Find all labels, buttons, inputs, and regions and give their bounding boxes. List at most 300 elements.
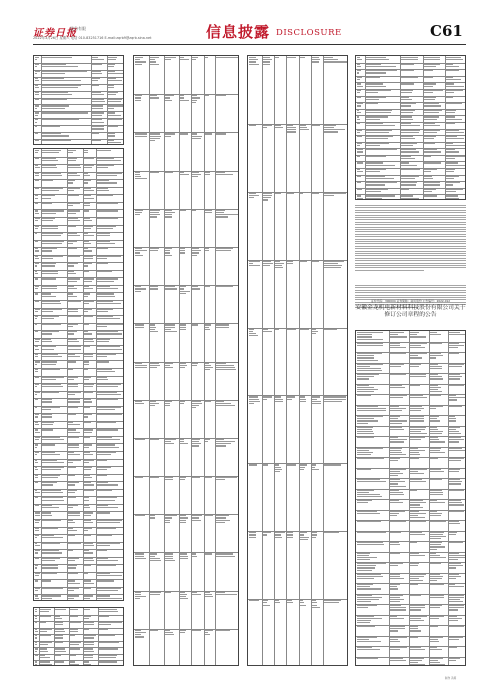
table-cell-text bbox=[424, 57, 440, 58]
table-cell-text bbox=[42, 220, 52, 221]
table-cell-text bbox=[366, 72, 386, 73]
table-cell-text bbox=[84, 573, 88, 574]
table-cell-text bbox=[42, 311, 53, 312]
table-cell-text bbox=[312, 125, 321, 126]
table-cell-text bbox=[216, 439, 225, 440]
table-cell-text bbox=[42, 57, 72, 58]
table-cell-text bbox=[263, 329, 268, 330]
table-cell-text bbox=[135, 250, 147, 251]
table-cell-text bbox=[35, 108, 37, 109]
table-cell-text bbox=[449, 521, 459, 522]
table-cell-text bbox=[446, 191, 456, 192]
table-cell-text bbox=[357, 574, 381, 575]
table-cell-text bbox=[263, 199, 268, 200]
table-cell-text bbox=[449, 601, 463, 602]
table-cell-text bbox=[35, 233, 37, 234]
table-cell-text bbox=[275, 57, 279, 58]
body-text-line bbox=[355, 246, 466, 247]
table-cell-text bbox=[410, 427, 426, 428]
table-cell-text bbox=[430, 536, 446, 537]
table-cell-text bbox=[249, 195, 259, 196]
table-cell-text bbox=[40, 657, 49, 658]
table-cell-text bbox=[165, 95, 175, 96]
body-text-line bbox=[355, 260, 466, 261]
table-cell-text bbox=[430, 662, 440, 663]
table-column-rule bbox=[149, 56, 150, 665]
table-cell-text bbox=[180, 632, 185, 633]
table-cell-text bbox=[35, 631, 38, 632]
table-cell-text bbox=[165, 520, 170, 521]
table-cell-text bbox=[68, 152, 74, 153]
table-cell-text bbox=[165, 255, 172, 256]
table-cell-text bbox=[35, 454, 37, 455]
table-cell-text bbox=[97, 286, 110, 287]
table-cell-text bbox=[35, 324, 37, 325]
table-cell-text bbox=[390, 387, 405, 388]
masthead bbox=[0, 0, 484, 44]
table-cell-text bbox=[216, 57, 238, 58]
table-cell-text bbox=[357, 557, 377, 558]
table-cell-text bbox=[35, 497, 38, 498]
table-cell-text bbox=[35, 552, 38, 553]
table-cell-text bbox=[42, 92, 68, 93]
table-cell-text bbox=[92, 92, 100, 93]
table-cell-text bbox=[401, 136, 412, 137]
table-cell-text bbox=[401, 83, 413, 84]
table-column-rule bbox=[286, 56, 287, 665]
table-cell-text bbox=[35, 213, 39, 214]
table-cell-text bbox=[300, 125, 306, 126]
table-cell-text bbox=[424, 105, 441, 106]
table-cell-text bbox=[150, 403, 159, 404]
table-cell-text bbox=[410, 616, 427, 617]
table-cell-text bbox=[424, 123, 436, 124]
table-cell-text bbox=[216, 174, 234, 175]
table-column-rule bbox=[215, 56, 216, 665]
table-cell-text bbox=[357, 136, 362, 137]
table-cell-text bbox=[97, 235, 110, 236]
table-cell-text bbox=[42, 422, 53, 423]
table-cell-text bbox=[410, 334, 416, 335]
table-cell-text bbox=[35, 490, 37, 491]
table-cell-text bbox=[84, 637, 93, 638]
table-cell-text bbox=[42, 119, 79, 120]
table-cell-text bbox=[42, 392, 59, 393]
table-cell-text bbox=[180, 100, 189, 101]
table-cell-text bbox=[401, 151, 418, 152]
table-column-rule bbox=[323, 56, 324, 665]
table-cell-text bbox=[135, 477, 143, 478]
table-cell-text bbox=[357, 544, 384, 545]
table-cell-text bbox=[165, 133, 176, 134]
table-cell-text bbox=[35, 558, 39, 559]
table-cell-text bbox=[357, 494, 380, 495]
table-cell-text bbox=[68, 588, 80, 589]
table-cell-text bbox=[42, 180, 53, 181]
table-cell-text bbox=[42, 558, 60, 559]
table-cell-text bbox=[390, 481, 405, 482]
table-cell-text bbox=[68, 447, 80, 448]
table-cell-text bbox=[108, 87, 114, 88]
table-cell-text bbox=[68, 220, 80, 221]
table-cell-text bbox=[446, 86, 464, 87]
table-cell-text bbox=[410, 607, 425, 608]
table-cell-text bbox=[410, 343, 427, 344]
table-cell-text bbox=[216, 250, 231, 251]
table-cell-text bbox=[430, 576, 443, 577]
table-cell-text bbox=[192, 174, 200, 175]
table-cell-text bbox=[68, 515, 80, 516]
table-cell-text bbox=[84, 651, 94, 652]
table-cell-text bbox=[216, 477, 237, 478]
table-cell-text bbox=[68, 422, 74, 423]
table-cell-text bbox=[430, 626, 437, 627]
table-cell-text bbox=[192, 407, 196, 408]
table-cell-text bbox=[42, 439, 63, 440]
table-cell-text bbox=[42, 250, 52, 251]
table-cell-text bbox=[366, 110, 392, 111]
table-cell-text bbox=[192, 97, 199, 98]
table-cell-text bbox=[390, 494, 403, 495]
table-cell-text bbox=[135, 95, 142, 96]
table-cell-text bbox=[366, 66, 396, 67]
table-cell-text bbox=[287, 532, 293, 533]
body-text-line bbox=[355, 239, 466, 240]
table-cell-text bbox=[446, 184, 454, 185]
table-cell-text bbox=[35, 273, 38, 274]
table-cell-text bbox=[410, 517, 425, 518]
table-cell-text bbox=[410, 574, 426, 575]
table-cell-text bbox=[35, 152, 38, 153]
table-cell-text bbox=[430, 368, 442, 369]
table-cell-text bbox=[390, 427, 401, 428]
table-cell-text bbox=[312, 261, 319, 262]
table-cell-text bbox=[449, 471, 459, 472]
table-cell-text bbox=[97, 218, 118, 219]
table-cell-text bbox=[84, 661, 89, 662]
table-cell-text bbox=[165, 592, 172, 593]
table-cell-text bbox=[68, 296, 77, 297]
table-cell-text bbox=[205, 632, 208, 633]
table-cell-text bbox=[84, 150, 88, 151]
table-cell-text bbox=[92, 64, 101, 65]
table-cell-text bbox=[135, 214, 140, 215]
table-cell-text bbox=[97, 160, 121, 161]
table-cell-text bbox=[357, 334, 372, 335]
table-cell-text bbox=[165, 331, 177, 332]
table-cell-text bbox=[55, 642, 63, 643]
table-column-rule bbox=[274, 56, 275, 665]
table-cell-text bbox=[390, 647, 407, 648]
table-cell-text bbox=[108, 92, 118, 93]
table-cell-text bbox=[35, 637, 37, 638]
table-cell-text bbox=[390, 637, 407, 638]
table-cell-text bbox=[84, 256, 93, 257]
table-cell-text bbox=[216, 286, 234, 287]
table-cell-text bbox=[42, 303, 61, 304]
table-cell-text bbox=[68, 265, 74, 266]
table-cell-text bbox=[42, 580, 50, 581]
table-cell-text bbox=[150, 64, 159, 65]
table-cell-text bbox=[449, 431, 459, 432]
table-cell-text bbox=[84, 354, 93, 355]
table-cell-text bbox=[449, 532, 457, 533]
table-cell-text bbox=[275, 537, 282, 538]
table-cell-text bbox=[97, 173, 123, 174]
table-cell-text bbox=[390, 364, 404, 365]
table-cell-text bbox=[135, 363, 142, 364]
table-cell-text bbox=[35, 429, 38, 430]
table-cell-text bbox=[150, 477, 159, 478]
table-cell-text bbox=[357, 513, 380, 514]
table-cell-text bbox=[216, 594, 237, 595]
table-cell-text bbox=[192, 172, 199, 173]
table-cell-text bbox=[424, 77, 434, 78]
table-cell-text bbox=[410, 662, 418, 663]
table-cell-text bbox=[84, 399, 91, 400]
table-cell-text bbox=[97, 394, 121, 395]
table-cell-text bbox=[205, 250, 209, 251]
table-cell-text bbox=[446, 198, 459, 199]
table-cell-text bbox=[35, 167, 40, 168]
table-cell-text bbox=[205, 630, 213, 631]
table-cell-text bbox=[135, 174, 140, 175]
table-cell-text bbox=[35, 550, 40, 551]
table-cell-text bbox=[165, 439, 177, 440]
table-cell-text bbox=[205, 441, 208, 442]
table-cell-text bbox=[390, 450, 401, 451]
table-cell-text bbox=[449, 637, 463, 638]
table-cell-text bbox=[68, 309, 78, 310]
table-cell-text bbox=[35, 105, 39, 106]
table-cell-text bbox=[108, 99, 122, 100]
table-cell-text bbox=[135, 553, 144, 554]
table-cell-text bbox=[108, 66, 114, 67]
table-cell-text bbox=[449, 376, 462, 377]
table-cell-text bbox=[192, 363, 198, 364]
table-cell-text bbox=[430, 607, 440, 608]
table-cell-text bbox=[449, 469, 460, 470]
table-cell-text bbox=[287, 127, 295, 128]
table-cell-text bbox=[180, 598, 189, 599]
table-cell-text bbox=[401, 70, 414, 71]
table-cell-text bbox=[401, 112, 412, 113]
table-cell-text bbox=[92, 140, 101, 141]
table-cell-text bbox=[84, 469, 91, 470]
table-cell-text bbox=[410, 628, 418, 629]
table-cell-text bbox=[390, 576, 399, 577]
table-cell-text bbox=[84, 565, 90, 566]
table-cell-text bbox=[401, 105, 411, 106]
table-cell-text bbox=[84, 624, 94, 625]
table-cell-text bbox=[430, 479, 442, 480]
table-cell-text bbox=[430, 502, 445, 503]
table-cell-text bbox=[430, 395, 441, 396]
table-cell-text bbox=[205, 212, 212, 213]
table-cell-text bbox=[35, 349, 39, 350]
table-cell-text bbox=[180, 401, 185, 402]
table-cell-text bbox=[263, 61, 269, 62]
table-cell-text bbox=[42, 210, 64, 211]
table-cell-text bbox=[97, 256, 121, 257]
table-cell-text bbox=[68, 173, 77, 174]
table-cell-text bbox=[150, 136, 162, 137]
table-cell-text bbox=[84, 250, 92, 251]
table-cell-text bbox=[42, 543, 60, 544]
table-cell-text bbox=[84, 173, 88, 174]
table-cell-text bbox=[68, 190, 75, 191]
table-cell-text bbox=[35, 59, 37, 60]
table-cell-text bbox=[108, 80, 122, 81]
table-cell-text bbox=[35, 228, 38, 229]
table-cell-text bbox=[84, 644, 94, 645]
table-cell-text bbox=[97, 258, 107, 259]
table-cell-text bbox=[135, 136, 147, 137]
table-cell-text bbox=[35, 241, 38, 242]
table-cell-text bbox=[449, 441, 459, 442]
table-cell-text bbox=[357, 151, 363, 152]
table-cell-text bbox=[357, 64, 360, 65]
table-cell-text bbox=[424, 143, 435, 144]
table-cell-text bbox=[42, 399, 52, 400]
table-cell-text bbox=[357, 618, 382, 619]
table-cell-text bbox=[165, 324, 175, 325]
table-cell-text bbox=[216, 367, 235, 368]
table-cell-text bbox=[312, 464, 317, 465]
table-cell-text bbox=[180, 324, 187, 325]
table-cell-text bbox=[410, 418, 424, 419]
table-cell-text bbox=[40, 631, 47, 632]
table-cell-text bbox=[35, 180, 39, 181]
table-cell-text bbox=[84, 629, 89, 630]
table-cell-text bbox=[357, 431, 373, 432]
table-cell-text bbox=[92, 101, 105, 102]
table-cell-text bbox=[135, 558, 146, 559]
table-cell-text bbox=[108, 101, 121, 102]
table-cell-text bbox=[192, 477, 200, 478]
table-cell-text bbox=[165, 441, 171, 442]
table-cell-text bbox=[135, 365, 147, 366]
table-cell-text bbox=[35, 271, 37, 272]
table-cell-text bbox=[108, 78, 116, 79]
table-cell-text bbox=[446, 59, 463, 60]
table-cell-text bbox=[430, 452, 445, 453]
table-cell-text bbox=[357, 658, 378, 659]
table-cell-text bbox=[410, 431, 421, 432]
body-text-line bbox=[355, 205, 466, 206]
column-1 bbox=[33, 55, 124, 666]
table-cell-text bbox=[275, 265, 282, 266]
table-cell-text bbox=[410, 609, 421, 610]
table-cell-text bbox=[97, 467, 111, 468]
table-cell-text bbox=[55, 648, 65, 649]
table-cell-text bbox=[97, 429, 118, 430]
table-cell-text bbox=[42, 552, 62, 553]
table-cell-text bbox=[357, 416, 383, 417]
table-cell-text bbox=[366, 70, 397, 71]
table-cell-text bbox=[249, 534, 256, 535]
table-cell-text bbox=[390, 641, 400, 642]
table-cell-text bbox=[68, 278, 80, 279]
table-cell-text bbox=[150, 401, 156, 402]
table-cell-text bbox=[366, 171, 380, 172]
table-cell-text bbox=[97, 331, 118, 332]
table-cell-text bbox=[410, 450, 425, 451]
table-cell-text bbox=[35, 293, 38, 294]
table-cell-text bbox=[42, 324, 61, 325]
table-cell-text bbox=[35, 609, 37, 610]
table-cell-text bbox=[97, 281, 114, 282]
table-4b bbox=[355, 330, 466, 666]
table-cell-text bbox=[84, 552, 93, 553]
table-cell-text bbox=[192, 136, 202, 137]
table-cell-text bbox=[35, 133, 38, 134]
table-cell-text bbox=[84, 642, 94, 643]
table-cell-text bbox=[446, 66, 459, 67]
table-cell-text bbox=[68, 580, 75, 581]
table-cell-text bbox=[205, 363, 209, 364]
table-cell-text bbox=[446, 156, 465, 157]
table-cell-text bbox=[449, 565, 463, 566]
table-cell-text bbox=[42, 429, 53, 430]
table-cell-text bbox=[40, 622, 46, 623]
table-cell-text bbox=[446, 178, 454, 179]
table-cell-text bbox=[35, 618, 37, 619]
table-cell-text bbox=[357, 433, 374, 434]
table-cell-text bbox=[42, 416, 52, 417]
body-text-line bbox=[355, 258, 466, 259]
table-cell-text bbox=[165, 136, 171, 137]
table-cell-text bbox=[390, 353, 406, 354]
table-cell-text bbox=[446, 92, 455, 93]
table-cell-text bbox=[390, 607, 406, 608]
table-cell-text bbox=[84, 657, 93, 658]
table-cell-text bbox=[324, 464, 341, 465]
table-cell-text bbox=[35, 99, 39, 100]
table-cell-text bbox=[42, 112, 87, 113]
table-cell-text bbox=[410, 580, 422, 581]
table-cell-text bbox=[357, 639, 369, 640]
table-cell-text bbox=[324, 129, 345, 130]
table-cell-text bbox=[192, 517, 199, 518]
table-cell-text bbox=[70, 655, 76, 656]
table-cell-text bbox=[449, 647, 457, 648]
table-cell-text bbox=[357, 86, 363, 87]
table-cell-text bbox=[275, 399, 283, 400]
table-cell-text bbox=[42, 190, 59, 191]
table-cell-text bbox=[35, 248, 38, 249]
table-cell-text bbox=[205, 477, 212, 478]
table-cell-text bbox=[424, 184, 440, 185]
table-cell-text bbox=[449, 397, 465, 398]
table-cell-text bbox=[430, 647, 436, 648]
table-cell-text bbox=[108, 112, 115, 113]
table-cell-text bbox=[390, 563, 403, 564]
table-cell-text bbox=[97, 545, 111, 546]
table-cell-text bbox=[180, 327, 186, 328]
table-cell-text bbox=[357, 189, 362, 190]
table-cell-text bbox=[35, 644, 37, 645]
table-cell-text bbox=[446, 97, 453, 98]
table-cell-text bbox=[42, 341, 52, 342]
table-cell-text bbox=[42, 78, 63, 79]
table-cell-text bbox=[390, 423, 402, 424]
table-cell-text bbox=[165, 252, 170, 253]
table-cell-text bbox=[401, 143, 416, 144]
table-cell-text bbox=[390, 588, 398, 589]
table-cell-text bbox=[35, 288, 38, 289]
table-cell-text bbox=[357, 637, 377, 638]
